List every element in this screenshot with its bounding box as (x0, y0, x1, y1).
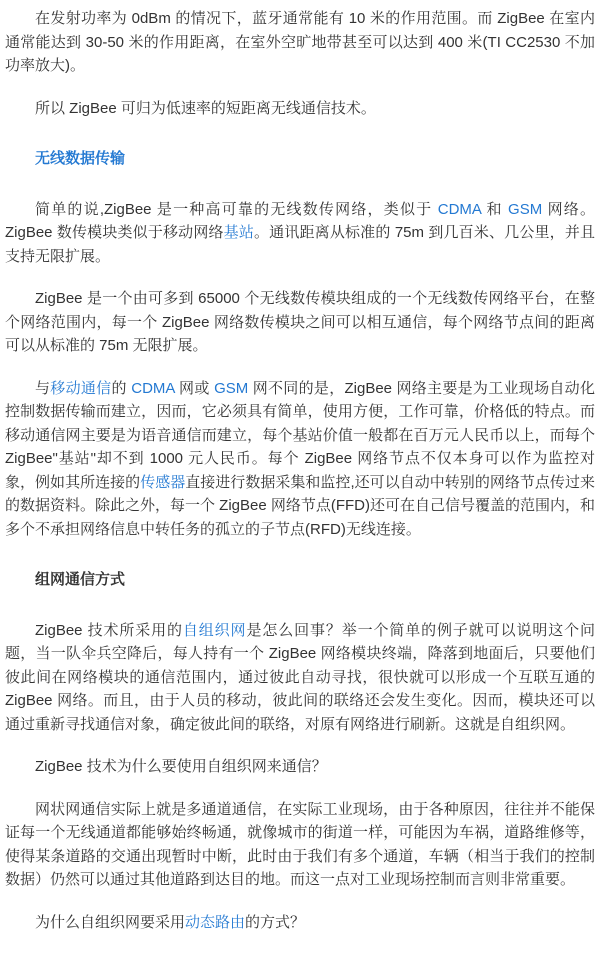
text-run: 网状网通信实际上就是多通道通信，在实际工业现场，由于各种原因，往往并不能保证每一个无线通道都能够始终畅通，就像城市的街道一样，可能因为车祸，道路维修等，使得某条道路的交通出现暂时中断，此时由于我们有多个通道，车辆（相当于我们的控制数据）仍然可以通过其他道路到达目的地。而这一点对工业现场控制而言则非常重要。 (5, 800, 595, 888)
paragraph (5, 287, 595, 358)
paragraph (5, 911, 595, 935)
text-run: 的 (111, 379, 132, 397)
link-ad-hoc-network[interactable]: 自组织网 (182, 621, 247, 639)
link-sensor[interactable]: 传感器 (140, 473, 186, 491)
paragraph (5, 377, 595, 542)
section-heading (5, 568, 595, 592)
text-run: 。通讯距离从标准的 75m 到几百米、几公里，并且支持无限扩展。 (5, 224, 595, 265)
paragraph (5, 755, 595, 779)
text-run: 直接进行数据采集和监控,还可以自动中转别的网络节点传过来的数据资料。除此之外，每一个 ZigBee 网络节点(FFD)还可在自己信号覆盖的范围内，和多个不承担网络信息中转任务的孤立的子节点(RFD)无线连接。 (5, 473, 596, 538)
text-run: 为什么自组织网要采用 (35, 913, 186, 931)
link-gsm[interactable]: GSM (214, 379, 249, 397)
link-mobile-communication[interactable]: 移动通信 (50, 379, 112, 397)
text-run: 网或 (174, 379, 215, 397)
text-run: ZigBee 是一个由可多到 65000 个无线数传模块组成的一个无线数传网络平台，在整个网络范围内，每一个 ZigBee 网络数传模块之间可以相互通信，每个网络节点间的距离可以从标准的 75m 无限扩展。 (5, 290, 595, 354)
paragraph (5, 798, 595, 892)
paragraph (5, 97, 595, 121)
link-cdma[interactable]: CDMA (131, 379, 175, 397)
text-run: ZigBee 技术为什么要使用自组织网来通信？ (35, 758, 327, 775)
text-run: 的方式？ (245, 913, 306, 931)
text-run: 网络。ZigBee 数传模块类似于移动网络 (5, 200, 595, 241)
link-gsm[interactable]: GSM (508, 200, 543, 218)
paragraph (5, 619, 595, 737)
link-base-station[interactable]: 基站 (223, 224, 255, 241)
section-heading (5, 147, 595, 171)
text-run: 是怎么回事？举一个简单的例子就可以说明这个问题，当一队伞兵空降后，每人持有一个 ZigBee 网络模块终端，降落到地面后，只要他们彼此间在网络模块的通信范围内，通过彼此自动寻找，很快就可以形成一个互联互通的 ZigBee 网络。而且，由于人员的移动，彼此间的联络还会发生变化。因而，模块还可以通过重新寻找通信对象，确定彼此间的联络，对原有网络进行刷新。这就是自组织网。 (5, 621, 595, 733)
link-cdma[interactable]: CDMA (437, 200, 482, 218)
text-run: 所以 ZigBee 可归为低速率的短距离无线通信技术。 (35, 99, 376, 117)
text-run: 在发射功率为 0dBm 的情况下，蓝牙通常能有 10 米的作用范围。而 ZigBee 在室内通常能达到 30-50 米的作用距离，在室外空旷地带甚至可以达到 400 米(TI CC2530 不加功率放大)。 (5, 10, 595, 74)
paragraph (5, 198, 595, 269)
link-dynamic-routing[interactable]: 动态路由 (185, 913, 246, 931)
text-run: 和 (481, 200, 509, 218)
text-run: ZigBee 技术所采用的 (35, 621, 183, 639)
text-run: 组网通信方式 (35, 571, 126, 588)
paragraph (5, 7, 595, 78)
text-run: 与 (35, 379, 51, 397)
text-run: 简单的说,ZigBee 是一种高可靠的无线数传网络，类似于 (35, 200, 438, 218)
link-wireless-data-transmission[interactable]: 无线数据传输 (35, 150, 126, 167)
text-run: 网不同的是，ZigBee 网络主要是为工业现场自动化控制数据传输而建立，因而，它必须具有简单，使用方便，工作可靠，价格低的特点。而移动通信网主要是为语音通信而建立，每个基站价值一般都在百万元人民币以上，而每个 ZigBee"基站"却不到 1000 元人民币。每个 ZigBee 网络节点不仅本身可以作为监控对象，例如其所连接的 (5, 379, 595, 491)
